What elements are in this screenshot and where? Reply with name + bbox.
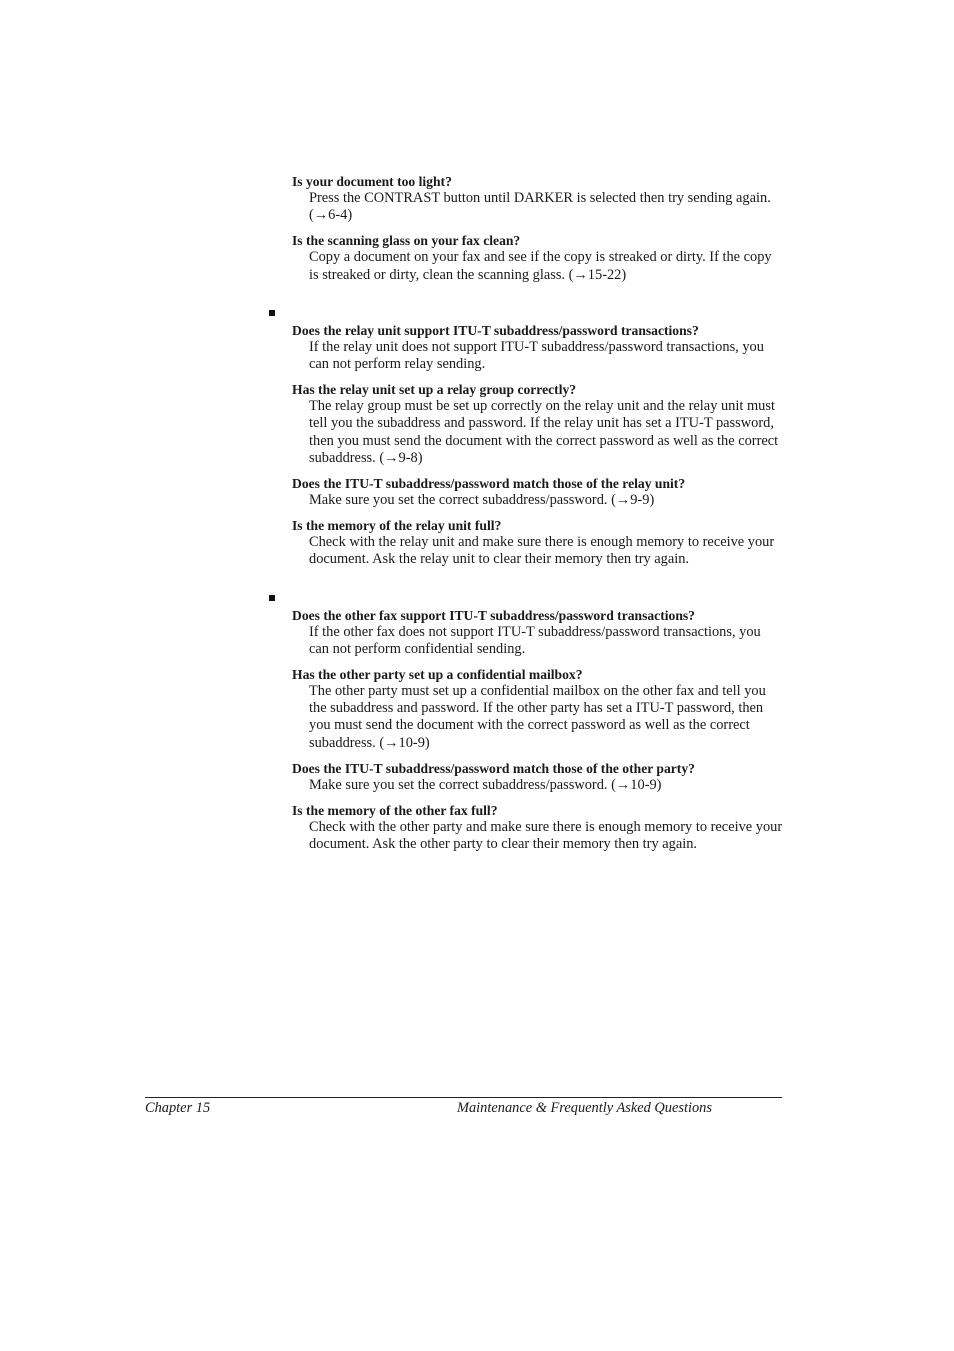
footer-divider	[145, 1097, 782, 1098]
faq-question: Does the ITU-T subaddress/password match those of the relay unit?	[292, 476, 686, 492]
faq-answer: Press the CONTRAST button until DARKER is selected then try sending again. (→6-4)	[309, 190, 771, 224]
faq-answer: Check with the relay unit and make sure there is enough memory to receive your document. Ask the relay unit to clear their memory then try again.	[309, 534, 775, 568]
faq-answer: Make sure you set the correct subaddress/password. (→9-9)	[309, 492, 655, 509]
faq-content	[292, 173, 784, 861]
faq-item	[292, 381, 784, 467]
faq-question: Is your document too light?	[292, 174, 452, 189]
faq-question: Does the ITU-T subaddress/password match those of the other party?	[292, 760, 695, 776]
faq-answer: Check with the other party and make sure there is enough memory to receive your document. Ask the other party to clear their memory then try again.	[309, 819, 783, 853]
faq-item	[292, 322, 784, 373]
faq-item	[292, 475, 784, 509]
square-bullet-icon	[269, 310, 275, 316]
footer-chapter: Chapter 15	[145, 1100, 211, 1116]
faq-answer: Make sure you set the correct subaddress/password. (→10-9)	[309, 776, 662, 793]
faq-answer: Copy a document on your fax and see if the copy is streaked or dirty. If the copy is streaked or dirty, clean the scanning glass. (→15-22)	[309, 249, 772, 283]
faq-item	[292, 607, 784, 658]
faq-answer: The other party must set up a confidential mailbox on the other fax and tell you the subaddress and password. If the other party has set a ITU-T password, then you must send the document with the correct password as well as the correct subaddress. (→10-9)	[309, 683, 766, 751]
footer-section-title: Maintenance & Frequently Asked Questions	[457, 1100, 712, 1116]
faq-item	[292, 802, 784, 853]
faq-question: Does the other fax support ITU-T subaddress/password transactions?	[292, 607, 695, 623]
faq-section-relay	[292, 310, 784, 569]
square-bullet-icon	[269, 595, 275, 601]
faq-item	[292, 666, 784, 752]
faq-question: Is the memory of the other fax full?	[292, 803, 498, 819]
faq-item	[292, 760, 784, 794]
faq-section-confidential	[292, 595, 784, 854]
faq-question: Has the relay unit set up a relay group correctly?	[292, 382, 577, 398]
faq-item	[292, 232, 784, 283]
faq-answer: The relay group must be set up correctly on the relay unit and the relay unit must tell you the subaddress and password. If the relay unit has set a ITU-T password, then you must send the document with the correct password as well as the correct subaddress. (→9-8)	[309, 398, 779, 466]
faq-item	[292, 517, 784, 568]
faq-answer: If the relay unit does not support ITU-T subaddress/password transactions, you can not perform relay sending.	[309, 338, 764, 373]
faq-item	[292, 173, 784, 224]
faq-question: Is the memory of the relay unit full?	[292, 518, 502, 534]
faq-question: Does the relay unit support ITU-T subaddress/password transactions?	[292, 322, 699, 338]
faq-question: Has the other party set up a confidential mailbox?	[292, 667, 583, 683]
faq-question: Is the scanning glass on your fax clean?	[292, 233, 521, 249]
faq-section-document-quality	[292, 173, 784, 284]
faq-answer: If the other fax does not support ITU-T subaddress/password transactions, you can not perform confidential sending.	[309, 623, 761, 657]
